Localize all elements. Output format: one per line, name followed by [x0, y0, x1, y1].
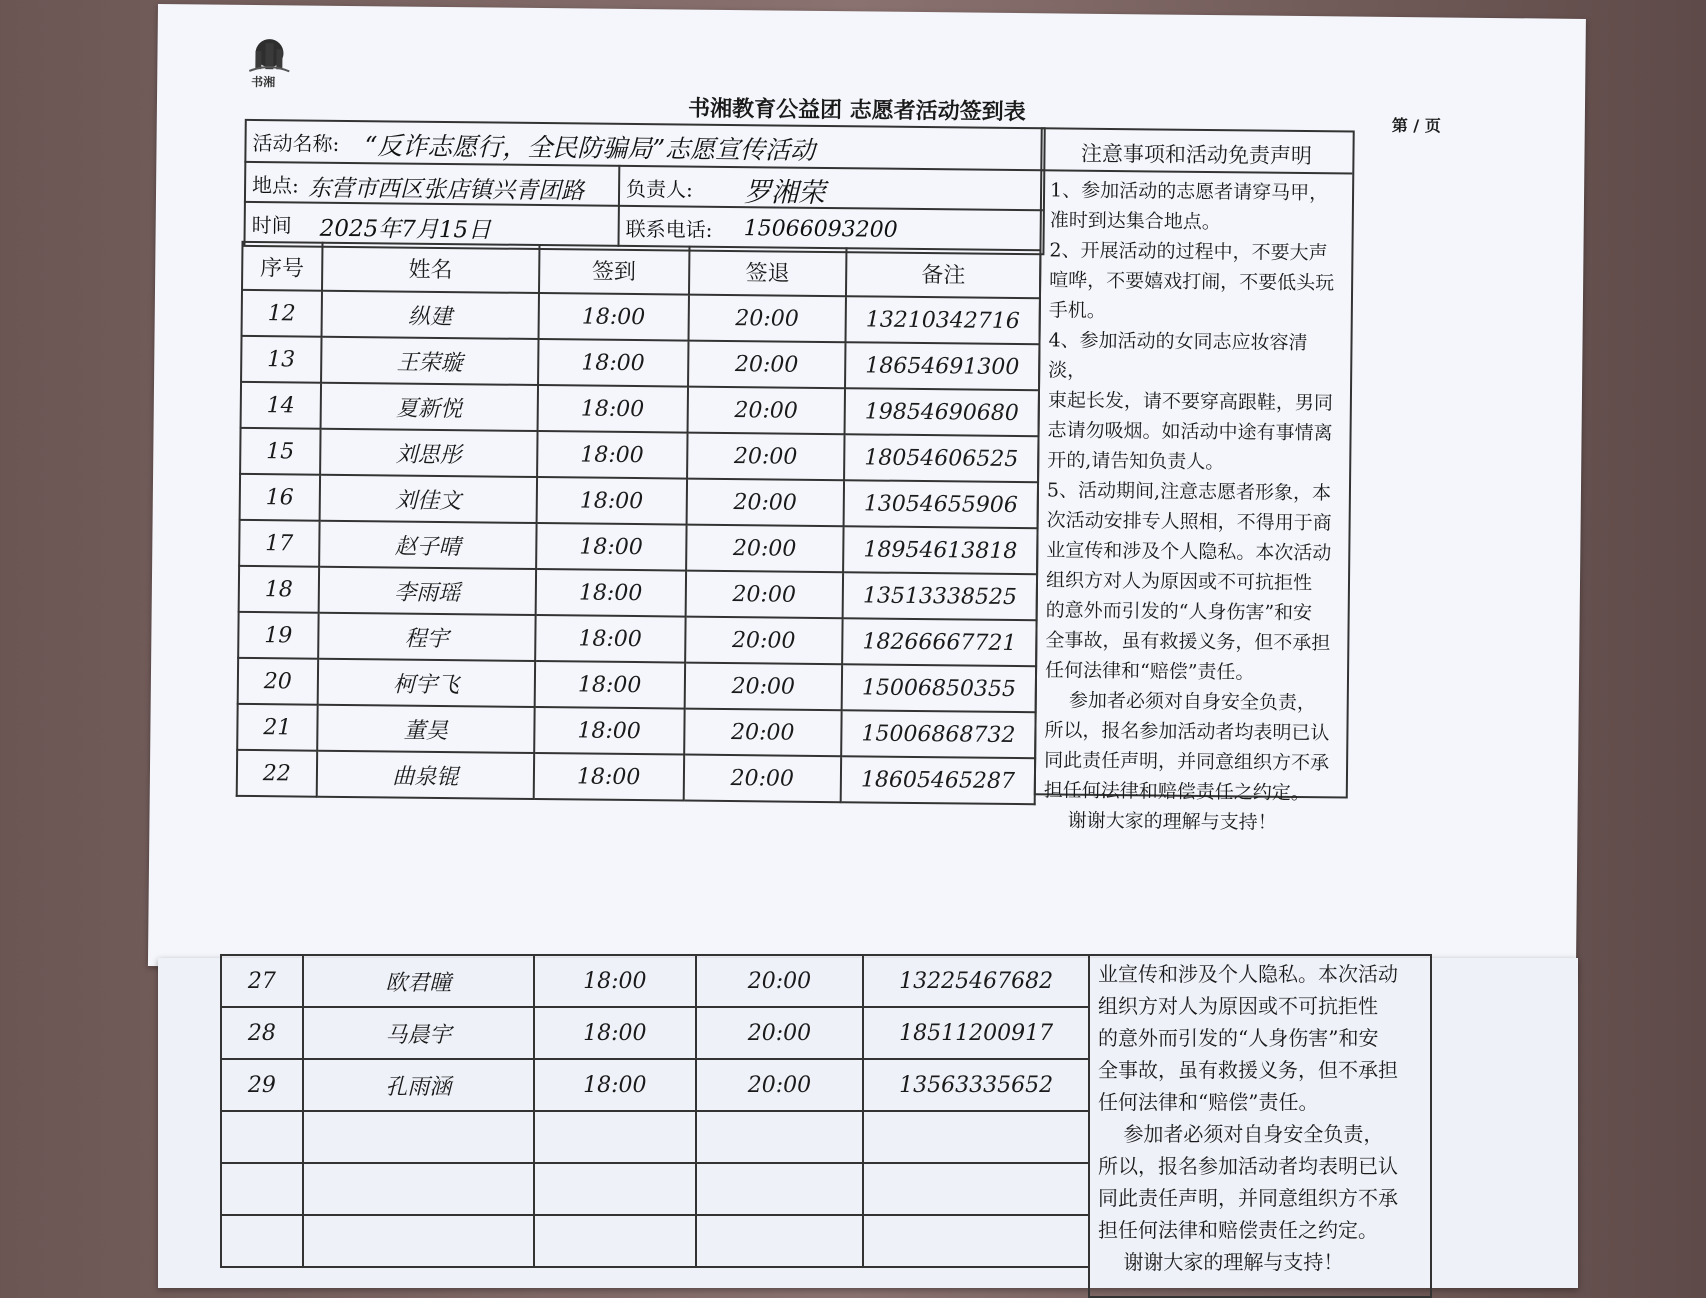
table-row [239, 520, 1037, 574]
leader-value: 罗湘荣 [743, 177, 826, 209]
row-number: 13 [241, 336, 321, 383]
volunteer-name: 纵建 [321, 291, 539, 339]
page-title: 书湘教育公益团 志愿者活动签到表 [687, 95, 1026, 126]
sign-out-time: 20:00 [685, 571, 843, 619]
row-number: 12 [242, 290, 322, 337]
notice-body-2: 业宣传和涉及个人隐私。本次活动 组织方对人为原因或不可抗拒性 的意外而引发的“人身伤害”和安 全事故，虽有救援义务，但不承担 任何法律和“赔偿”责任。 参加者必须对自身安全负责， 所以，报名参加活动者均表明已认 同此责任声明，并同意组织方不承 担任何法律和赔偿责任之约定。 谢谢大家的理解与支持！ [1098, 962, 1398, 1274]
sign-out-time: 20:00 [685, 617, 843, 665]
volunteer-name: 王荣璇 [321, 337, 539, 385]
row-number: 18 [239, 566, 319, 613]
notice-title: 注意事项和活动免责声明 [1080, 141, 1313, 169]
table-row [242, 290, 1040, 344]
activity-name-value: “反诈志愿行，全民防骗局”志愿宣传活动 [364, 131, 816, 165]
sign-in-time: 18:00 [538, 339, 688, 387]
sign-out-time: 20:00 [684, 709, 842, 757]
table-row [221, 1111, 1089, 1163]
sign-in-time: 18:00 [537, 477, 687, 525]
table-row [221, 1163, 1089, 1215]
volunteer-name: 曲泉锟 [316, 751, 534, 799]
table-row [238, 658, 1036, 712]
table-row [221, 1007, 1089, 1059]
table-row [240, 428, 1038, 482]
time-value: 2025年7月15日 [319, 215, 492, 244]
sign-in-time: 18:00 [537, 385, 687, 433]
row-number: 19 [238, 612, 318, 659]
sign-out-time [696, 1111, 864, 1163]
sign-in-time: 18:00 [535, 661, 685, 709]
row-number [221, 1111, 303, 1163]
table-row [241, 382, 1039, 436]
remark-phone: 19854690680 [845, 388, 1039, 436]
col-header-remark: 备注 [846, 248, 1040, 298]
row-number [221, 1163, 303, 1215]
remark-phone [863, 1111, 1089, 1163]
volunteer-name: 柯宇飞 [317, 659, 535, 707]
sign-out-time: 20:00 [696, 1059, 864, 1111]
sign-out-time: 20:00 [696, 955, 864, 1007]
remark-phone: 13210342716 [846, 296, 1040, 344]
table-row [221, 1215, 1089, 1267]
remark-phone: 18954613818 [843, 526, 1037, 574]
logo-text: 书湘 [251, 74, 276, 90]
volunteer-name [303, 1111, 534, 1163]
volunteer-name: 马晨宇 [303, 1007, 534, 1059]
sign-in-time: 18:00 [534, 753, 684, 801]
activity-name-label: 活动名称: [252, 130, 340, 156]
row-number: 29 [221, 1059, 303, 1111]
sign-in-time: 18:00 [534, 1059, 696, 1111]
sign-in-time [534, 1163, 696, 1215]
sign-out-time: 20:00 [687, 387, 845, 435]
table-row [237, 750, 1035, 804]
row-number: 14 [241, 382, 321, 429]
sign-in-time: 18:00 [536, 569, 686, 617]
time-label: 时间 [251, 212, 292, 238]
sign-in-time: 18:00 [534, 707, 684, 755]
remark-phone: 18266667721 [842, 618, 1036, 666]
volunteer-name [303, 1163, 534, 1215]
sign-out-time: 20:00 [688, 295, 846, 343]
table-row [221, 1059, 1089, 1111]
remark-phone: 13225467682 [863, 955, 1089, 1007]
volunteer-name: 夏新悦 [320, 383, 538, 431]
remark-phone: 18654691300 [845, 342, 1039, 390]
table-row [239, 566, 1037, 620]
sign-in-time: 18:00 [538, 293, 688, 341]
volunteer-name [303, 1215, 534, 1267]
sign-in-time [534, 1215, 696, 1267]
volunteer-name: 赵子晴 [319, 521, 537, 569]
sign-in-time: 18:00 [537, 431, 687, 479]
remark-phone: 13563335652 [863, 1059, 1089, 1111]
volunteer-name: 李雨瑶 [318, 567, 536, 615]
volunteer-name: 刘思彤 [320, 429, 538, 477]
sign-in-time: 18:00 [534, 1007, 696, 1059]
sign-out-time: 20:00 [688, 341, 846, 389]
row-number: 22 [237, 750, 317, 797]
remark-phone: 13513338525 [843, 572, 1037, 620]
sign-in-time: 18:00 [534, 955, 696, 1007]
volunteer-name: 孔雨涵 [303, 1059, 534, 1111]
sign-out-time: 20:00 [686, 525, 844, 573]
table-header-row [242, 242, 1040, 298]
volunteer-name: 刘佳文 [319, 475, 537, 523]
sign-in-time [534, 1111, 696, 1163]
sign-out-time: 20:00 [687, 433, 845, 481]
sign-out-time: 20:00 [684, 663, 842, 711]
remark-phone: 18605465287 [841, 756, 1035, 804]
phone-label: 联系电话: [625, 216, 713, 242]
sign-in-sheet-page-2 [158, 958, 1578, 1288]
leader-label: 负责人: [625, 176, 693, 202]
remark-phone: 15006850355 [842, 664, 1036, 712]
row-number [221, 1215, 303, 1267]
row-number: 17 [239, 520, 319, 567]
page-number: 第 / 页 [1391, 115, 1441, 136]
place-value: 东营市西区张店镇兴青团路 [307, 175, 585, 205]
row-number: 16 [240, 474, 320, 521]
sign-out-time: 20:00 [686, 479, 844, 527]
remark-phone [863, 1215, 1089, 1267]
sign-in-time: 18:00 [536, 523, 686, 571]
table-row [238, 612, 1036, 666]
row-number: 15 [240, 428, 320, 475]
sign-in-sheet-page [148, 4, 1586, 981]
table-row [237, 704, 1035, 758]
notice-body: 1、参加活动的志愿者请穿马甲， 准时到达集合地点。 2、开展活动的过程中，不要大声 喧哗，不要嬉戏打闹，不要低头玩 手机。 4、参加活动的女同志应妆容清淡， 束起长发，请不要穿高跟鞋，男同 志请勿吸烟。如活动中途有事情离 开的,请告知负责人。 5、活动期间,注意志愿者形象，本 次活动安排专人照相，不得用于商 业宣传和涉及个人隐私。本次活动 组织方对人为原因或不可抗拒性 的意外而引发的“人身伤害”和安 全事故，虽有救援义务，但不承担 任何法律和“赔偿”责任。 参加者必须对自身安全负责， 所以，报名参加活动者均表明已认 同此责任声明，并同意组织方不承 担任何法律和赔偿责任之约定。 谢谢大家的理解与支持！ [1043, 179, 1335, 834]
row-number: 21 [237, 704, 317, 751]
phone-value: 15066093200 [743, 216, 898, 243]
row-number: 20 [238, 658, 318, 705]
col-header-sign-out: 签退 [689, 247, 847, 297]
volunteer-name: 程宇 [318, 613, 536, 661]
col-header-sign-in: 签到 [539, 245, 689, 295]
remark-phone: 18511200917 [863, 1007, 1089, 1059]
col-header-number: 序号 [242, 242, 322, 291]
remark-phone: 18054606525 [844, 434, 1038, 482]
row-number: 28 [221, 1007, 303, 1059]
sign-in-table [236, 241, 1042, 805]
table-row [221, 955, 1089, 1007]
remark-phone: 13054655906 [844, 480, 1038, 528]
sign-in-table-2 [220, 954, 1090, 1268]
table-row [240, 474, 1038, 528]
table-row [241, 336, 1039, 390]
remark-phone: 15006868732 [841, 710, 1035, 758]
sign-out-time [696, 1215, 864, 1267]
volunteer-name: 欧君瞳 [303, 955, 534, 1007]
sign-out-time: 20:00 [683, 755, 841, 803]
sign-out-time: 20:00 [696, 1007, 864, 1059]
sign-in-time: 18:00 [535, 615, 685, 663]
remark-phone [863, 1163, 1089, 1215]
volunteer-name: 董昊 [317, 705, 535, 753]
row-number: 27 [221, 955, 303, 1007]
sign-out-time [696, 1163, 864, 1215]
place-label: 地点: [251, 172, 299, 198]
col-header-name: 姓名 [322, 243, 540, 293]
